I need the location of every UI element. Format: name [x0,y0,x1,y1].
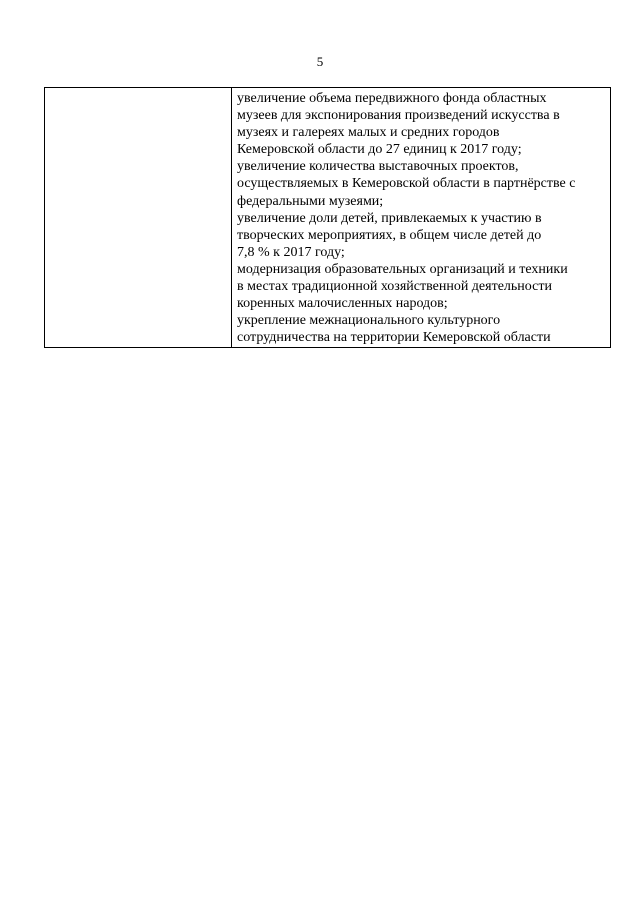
text-line: увеличение количества выставочных проектов, [237,159,519,175]
page-number: 5 [316,54,324,69]
text-line: увеличение объема передвижного фонда областных [237,91,547,106]
text-line: увеличение доли детей, привлекаемых к участию в [237,210,542,226]
text-line: творческих мероприятиях, в общем числе детей до [237,227,542,243]
text-line: сотрудничества на территории Кемеровской области [237,330,551,346]
text-line: осуществляемых в Кемеровской области в партнёрстве с [237,176,576,192]
text-line: в местах традиционной хозяйственной деятельности [237,279,552,295]
cell-text-block [232,88,610,347]
text-line: укрепление межнационального культурного [237,313,501,329]
text-line: модернизация образовательных организаций и техники [237,261,568,277]
text-line: коренных малочисленных народов; [237,296,448,312]
table-row [45,88,611,348]
text-line: 7,8 % к 2017 году; [237,244,345,260]
text-line: федеральными музеями; [237,193,384,209]
text-line: музеях и галереях малых и средних городов [237,125,500,141]
document-table [44,87,611,348]
table-cell-right [232,88,611,348]
text-line: музеев для экспонирования произведений искусства в [237,108,560,124]
text-line: Кемеровской области до 27 единиц к 2017 году; [237,142,522,158]
table-cell-left [45,88,232,348]
